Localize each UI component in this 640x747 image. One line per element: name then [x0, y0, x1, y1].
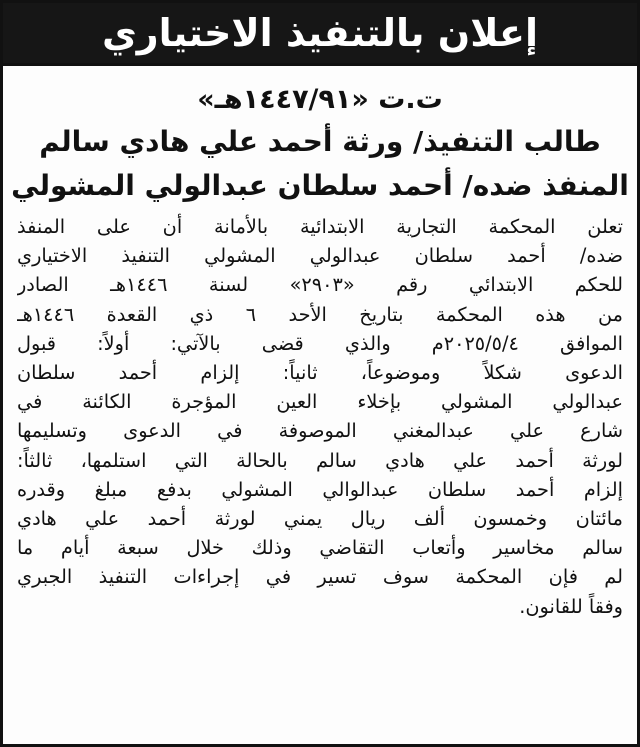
body-line: سالم مخاسير وأتعاب التقاضي وذلك خلال سبعة أيام ما: [17, 536, 623, 560]
notice-title: إعلان بالتنفيذ الاختياري: [101, 11, 539, 55]
body-line: تعلن المحكمة التجارية الابتدائية بالأمانة أن على المنفذ: [17, 215, 623, 238]
execution-applicant: طالب التنفيذ/ ورثة أحمد علي هادي سالم: [39, 125, 601, 158]
execution-respondent: المنفذ ضده/ أحمد سلطان عبدالولي المشولي: [11, 169, 629, 202]
body-line: لم فإن المحكمة سوف تسير في إجراءات التنفيذ الجبري: [17, 565, 623, 589]
body-line: عبدالولي المشولي بإخلاء العين المؤجرة الكائنة في: [17, 390, 623, 414]
notice-body: [3, 208, 637, 621]
body-line: شارع علي عبدالمغني الموصوفة في الدعوى وتسليمها: [17, 419, 623, 443]
body-line: للحكم الابتدائي رقم «٢٩٠٣» لسنة ١٤٤٦هـ الصادر: [17, 273, 623, 297]
case-reference: ت.ت «١٤٤٧/٩١هـ»: [197, 84, 443, 115]
body-line: ضده/ أحمد سلطان عبدالولي المشولي التنفيذ الاختياري: [17, 244, 623, 268]
body-line: الدعوى شكلاً وموضوعاً، ثانياً: إلزام أحمد سلطان: [17, 361, 623, 385]
body-line: إلزام أحمد سلطان عبدالوالي المشولي بدفع مبلغ وقدره: [17, 477, 623, 501]
body-line: الموافق ٢٠٢٥/٥/٤م والذي قضى بالآتي: أولاً: قبول: [17, 331, 623, 355]
notice-header: [3, 3, 637, 66]
body-line: من هذه المحكمة بتاريخ الأحد ٦ ذي القعدة ١٤٤٦هـ: [17, 302, 623, 326]
body-line: لورثة أحمد علي هادي سالم بالحالة التي استلمها، ثالثاً:: [17, 448, 623, 472]
body-line: مائتان وخمسون ألف ريال يمني لورثة أحمد علي هادي: [17, 507, 623, 531]
body-line: وفقاً للقانون.: [519, 594, 623, 618]
